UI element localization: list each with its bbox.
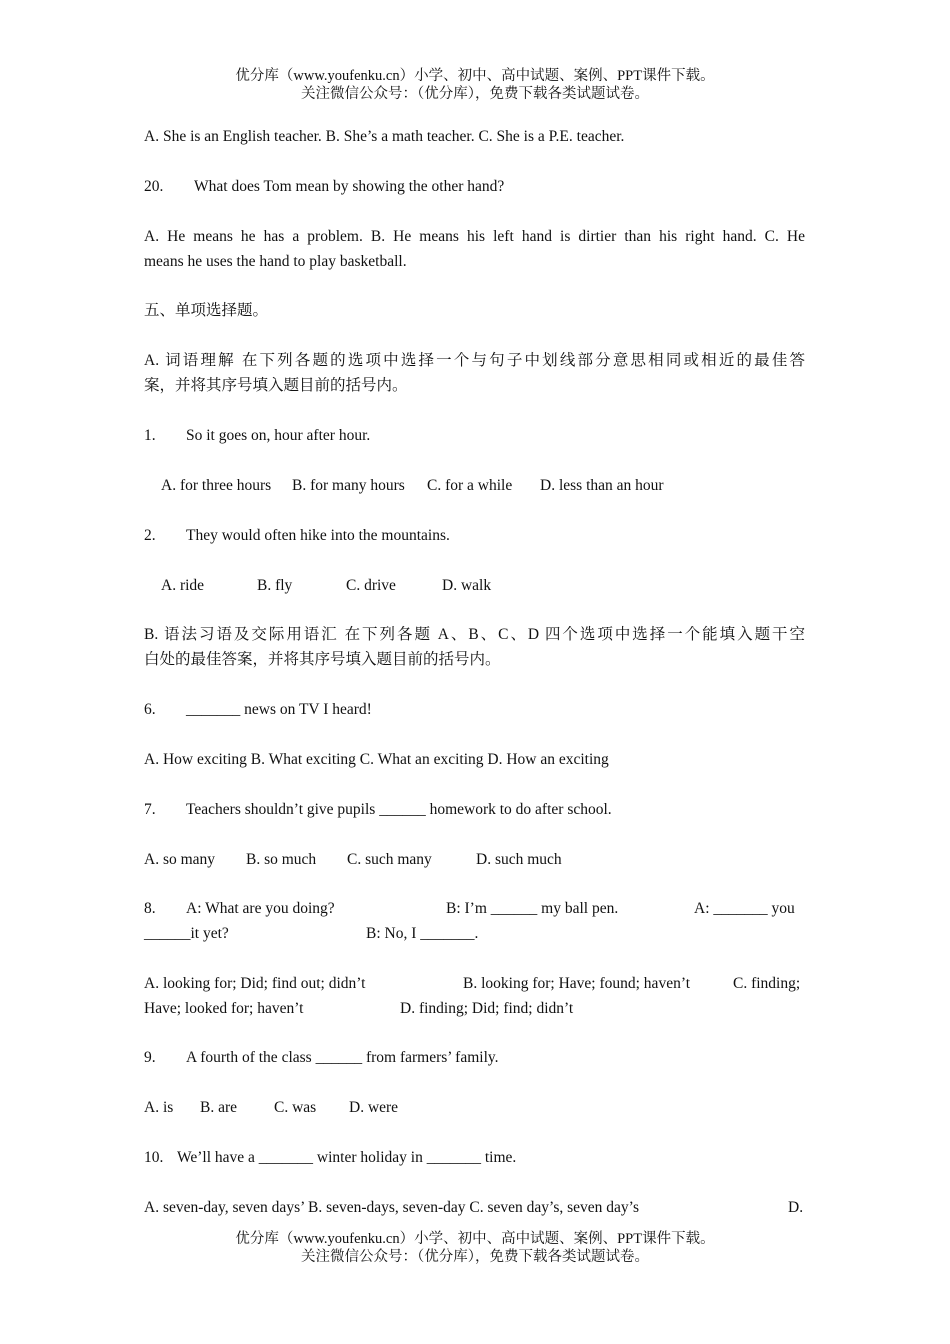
footer-line-2: 关注微信公众号：（优分库），免费下载各类试题试卷。 <box>301 1249 649 1265</box>
part-a-line-1: A. 词语理解 在下列各题的选项中选择一个与句子中划线部分意思相同或相近的最佳答 <box>144 352 805 369</box>
q8-option-d: D. finding; Did; find; didn’t <box>400 1000 574 1017</box>
q20-text: What does Tom mean by showing the other hand? <box>194 178 505 195</box>
q2-text: They would often hike into the mountains. <box>186 527 450 544</box>
q2-number: 2. <box>144 527 156 544</box>
q8-part-b: B: I’m ______ my ball pen. <box>446 900 619 917</box>
q6-options: A. How exciting B. What exciting C. What an exciting D. How an exciting <box>144 751 609 768</box>
q8-option-b: B. looking for; Have; found; haven’t <box>463 975 691 992</box>
section-title: 五、单项选择题。 <box>144 302 269 319</box>
q8-number: 8. <box>144 900 156 917</box>
q2-option-b: B. fly <box>257 577 293 594</box>
part-b-line-2: 白处的最佳答案，并将其序号填入题目前的括号内。 <box>144 651 501 668</box>
q8-part-c: A: _______ you <box>694 900 795 917</box>
q1-number: 1. <box>144 427 156 444</box>
header-line-1: 优分库（www.youfenku.cn）小学、初中、高中试题、案例、PPT课件下载。 <box>235 68 715 84</box>
q9-option-a: A. is <box>144 1099 174 1116</box>
q1-text: So it goes on, hour after hour. <box>186 427 371 444</box>
header-line-2: 关注微信公众号：（优分库），免费下载各类试题试卷。 <box>301 86 649 102</box>
q8-part-a: A: What are you doing? <box>186 900 335 917</box>
part-b-instructions <box>144 622 805 672</box>
q7-option-b: B. so much <box>246 851 317 868</box>
q20-number: 20. <box>144 178 164 195</box>
q7-option-d: D. such much <box>476 851 562 868</box>
q1-option-b: B. for many hours <box>292 477 405 494</box>
q7-option-c: C. such many <box>347 851 432 868</box>
part-b-line-1: B. 语法习语及交际用语汇 在下列各题 A、B、C、D 四个选项中选择一个能填入题干空 <box>144 626 805 643</box>
q2-option-d: D. walk <box>442 577 492 594</box>
q8-part-e: B: No, I _______. <box>366 925 479 942</box>
q9-number: 9. <box>144 1049 156 1066</box>
part-a-line-2: 案，并将其序号填入题目前的括号内。 <box>144 377 408 394</box>
q1-option-c: C. for a while <box>427 477 513 494</box>
q10-options: A. seven-day, seven days’ B. seven-days, seven-day C. seven day’s, seven day’s <box>144 1199 640 1216</box>
q1-option-a: A. for three hours <box>161 477 272 494</box>
q7-text: Teachers shouldn’t give pupils ______ homework to do after school. <box>186 801 612 818</box>
q19-options: A. She is an English teacher. B. She’s a math teacher. C. She is a P.E. teacher. <box>144 128 625 145</box>
q2-option-c: C. drive <box>346 577 396 594</box>
q8-option-c: C. finding; <box>733 975 801 992</box>
page-header <box>0 67 950 103</box>
footer-line-1: 优分库（www.youfenku.cn）小学、初中、高中试题、案例、PPT课件下载。 <box>235 1231 715 1247</box>
part-a-instructions <box>144 348 805 398</box>
q9-option-c: C. was <box>274 1099 317 1116</box>
page-footer <box>0 1230 950 1266</box>
q8-part-d: ______it yet? <box>144 925 229 942</box>
q9-text: A fourth of the class ______ from farmers’ family. <box>186 1049 499 1066</box>
q7-option-a: A. so many <box>144 851 216 868</box>
q8-option-c-cont: Have; looked for; haven’t <box>144 1000 304 1017</box>
q20-options-line-1: A. He means he has a problem. B. He means his left hand is dirtier than his right hand. C. He <box>144 228 805 245</box>
q10-text: We’ll have a _______ winter holiday in _______ time. <box>177 1149 517 1166</box>
q20-options <box>144 224 805 274</box>
q2-option-a: A. ride <box>161 577 205 594</box>
q1-option-d: D. less than an hour <box>540 477 664 494</box>
q9-option-d: D. were <box>349 1099 399 1116</box>
q6-text: _______ news on TV I heard! <box>186 701 372 718</box>
q6-number: 6. <box>144 701 156 718</box>
q7-number: 7. <box>144 801 156 818</box>
q9-option-b: B. are <box>200 1099 238 1116</box>
q10-option-d: D. <box>788 1199 804 1216</box>
q8-option-a: A. looking for; Did; find out; didn’t <box>144 975 366 992</box>
q10-number: 10. <box>144 1149 164 1166</box>
q20-options-line-2: means he uses the hand to play basketball. <box>144 253 407 270</box>
